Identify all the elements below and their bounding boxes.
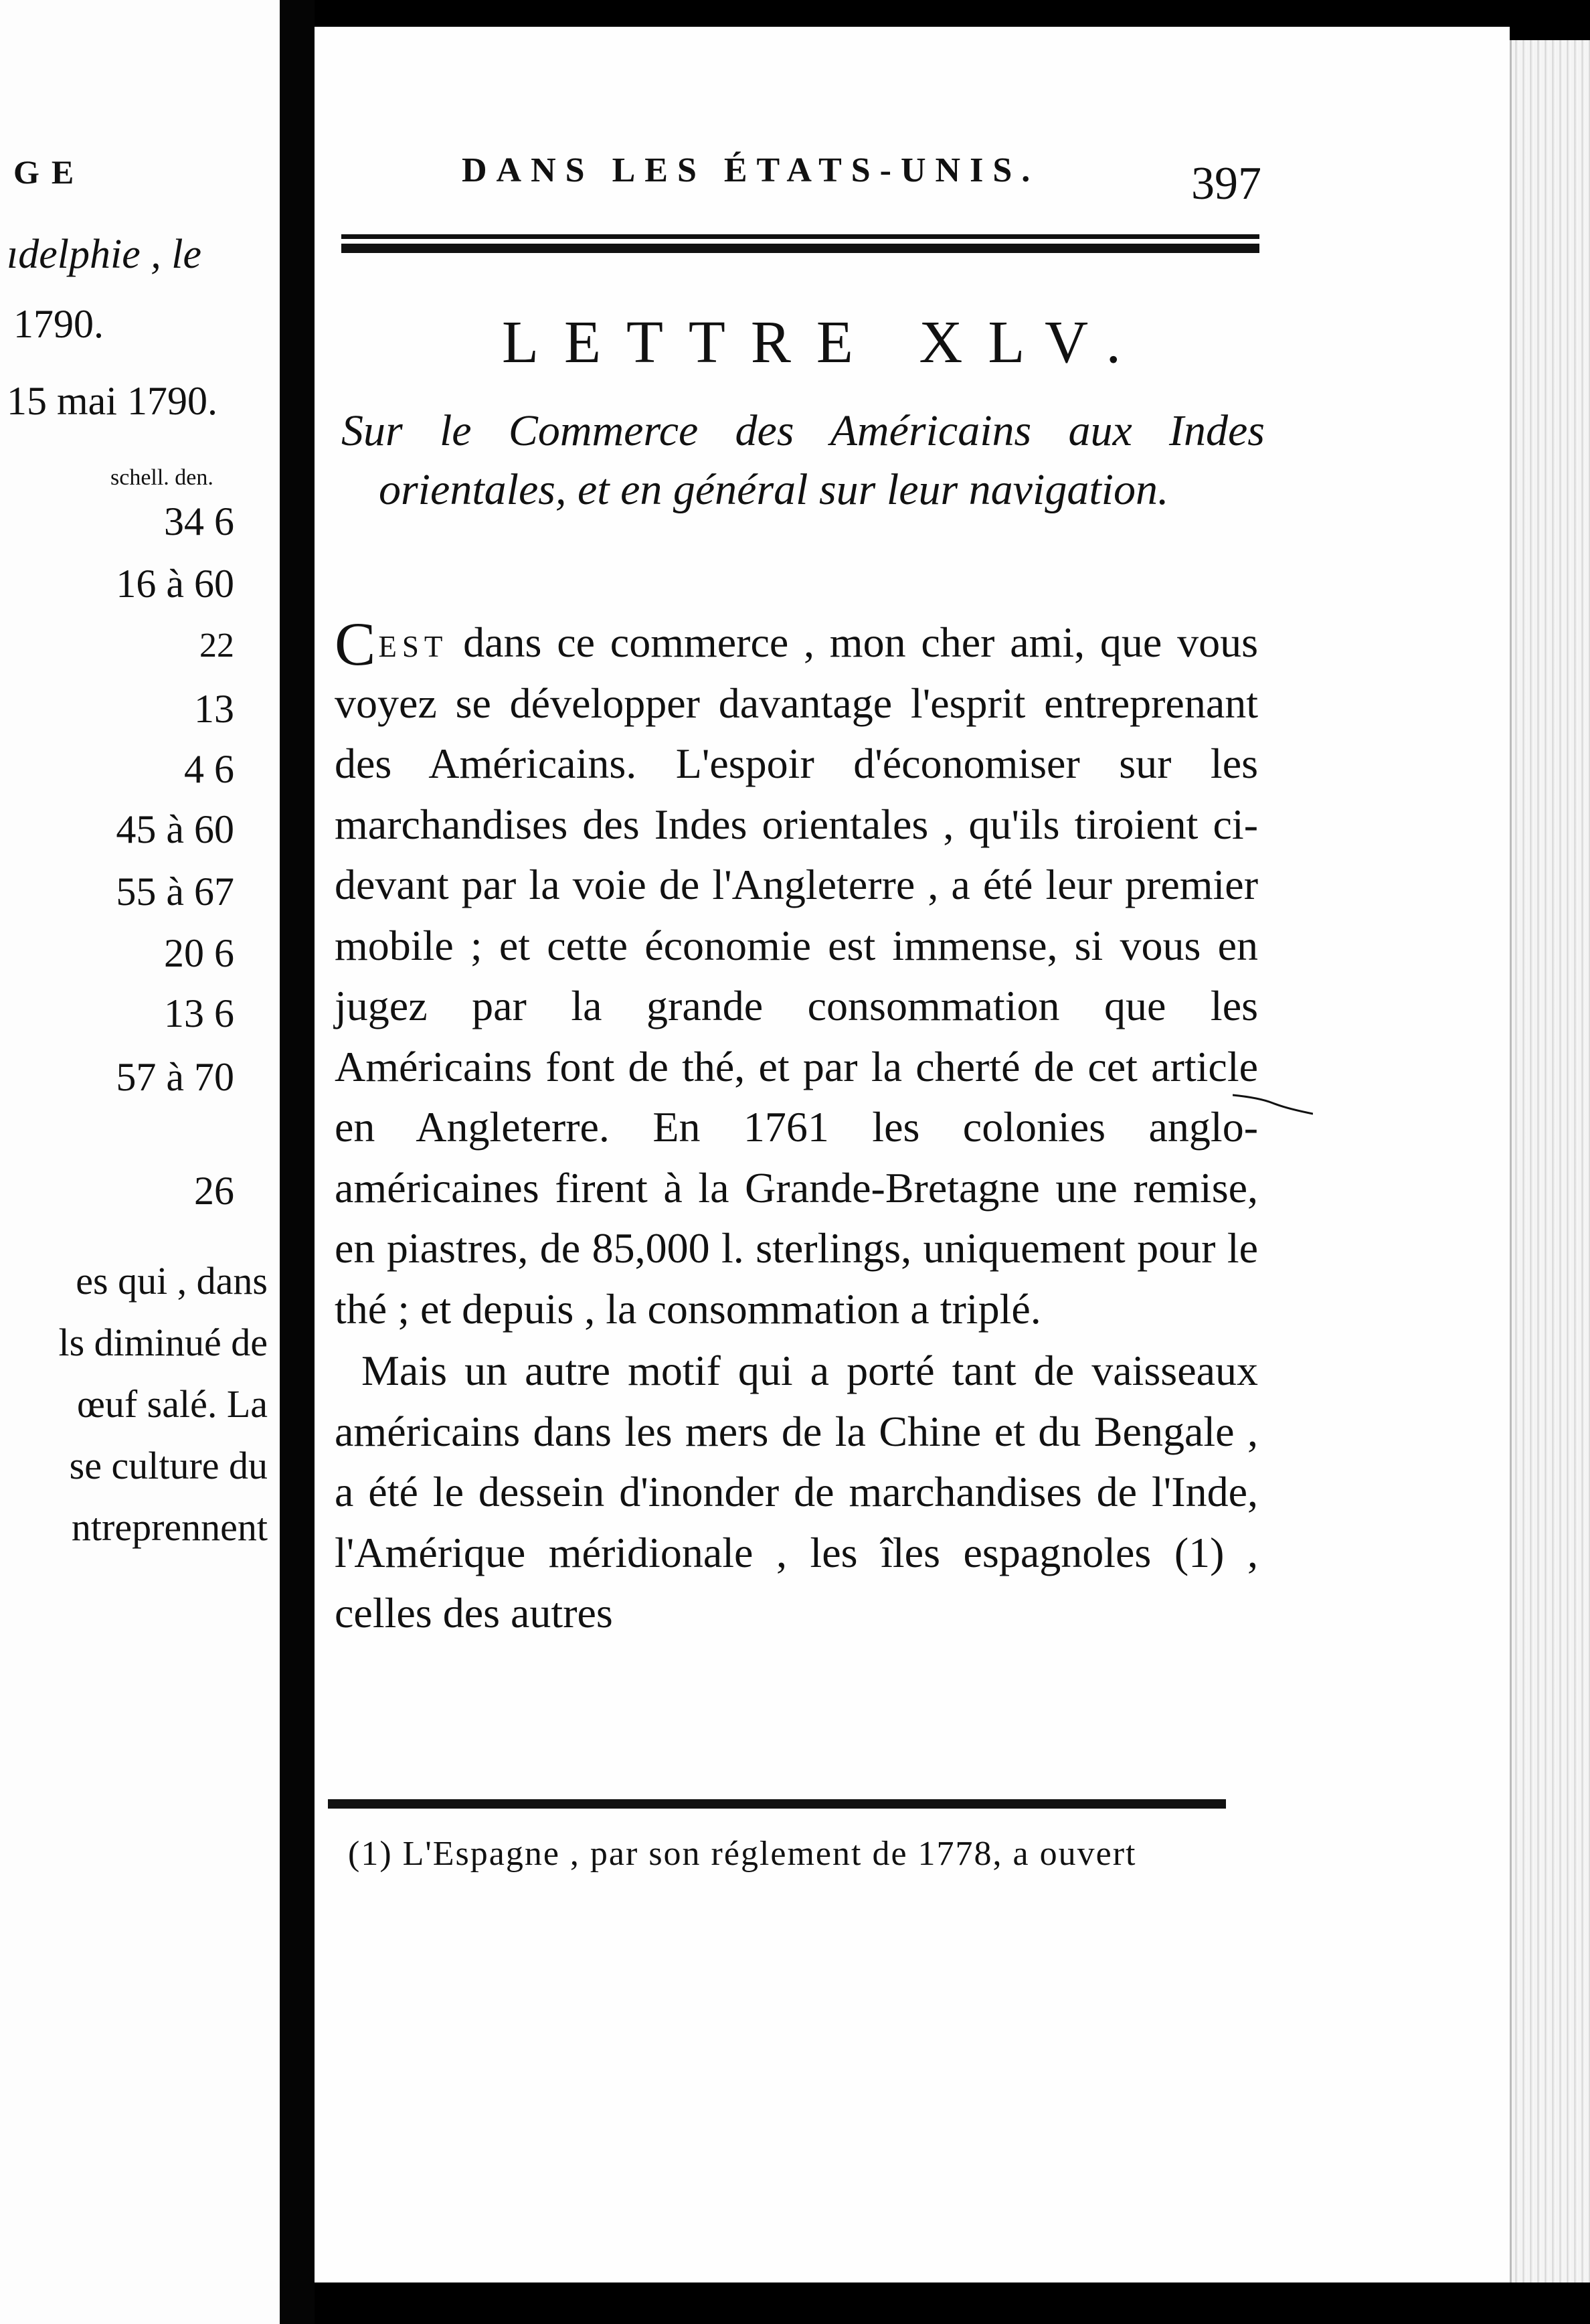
page-number: 397 xyxy=(1191,158,1261,210)
scan-border-top xyxy=(1510,0,1590,40)
left-figure: 57 à 70 xyxy=(116,1055,234,1099)
left-prose-line: œuf salé. La xyxy=(76,1382,268,1426)
left-figure: 20 6 xyxy=(164,931,234,975)
left-line: ıdelphie , le xyxy=(7,232,201,277)
left-line: 15 mai 1790. xyxy=(7,379,217,423)
left-line: 1790. xyxy=(13,302,104,346)
handwritten-mark xyxy=(1233,1090,1313,1116)
small-caps-word: est xyxy=(378,618,448,666)
left-prose-line: ls diminué de xyxy=(58,1321,268,1364)
left-figure: 16 à 60 xyxy=(116,562,234,606)
left-figure: 22 xyxy=(199,627,234,665)
footnote: (1) L'Espagne , par son réglement de 1778, a ouvert xyxy=(348,1835,1137,1873)
left-prose-line: se culture du xyxy=(69,1444,268,1487)
left-figure: 55 à 67 xyxy=(116,869,234,914)
running-head: DANS LES ÉTATS-UNIS. xyxy=(462,151,1040,189)
left-running-head: GE xyxy=(13,153,86,191)
page-edges xyxy=(1510,40,1590,2303)
left-figure: 13 6 xyxy=(164,991,234,1035)
left-figure: 13 xyxy=(194,687,234,731)
left-figure: 34 6 xyxy=(164,499,234,544)
left-prose-line: es qui , dans xyxy=(76,1259,268,1303)
left-figure: 4 6 xyxy=(184,747,234,791)
paragraph-2: Mais un autre motif qui a porté tant de vaisseaux américains dans les mers de la Chine et du Bengale , a été le dessein d'inonder de marchandises de l'Inde, l'Amérique méridionale , les îles espagnoles (1) , celles des autres xyxy=(335,1347,1258,1637)
left-page xyxy=(0,0,282,2324)
body-text xyxy=(335,612,1258,1644)
drop-cap: C xyxy=(335,610,376,678)
book-gutter xyxy=(280,0,315,2324)
left-unit-label: schell. den. xyxy=(110,465,213,490)
header-rule xyxy=(341,234,1259,254)
left-figure: 26 xyxy=(194,1169,234,1213)
left-figure: 45 à 60 xyxy=(116,807,234,851)
paragraph-1 xyxy=(335,612,1258,1339)
left-prose-line: ntreprennent xyxy=(71,1505,268,1549)
paragraph-1-text: dans ce commerce , mon cher ami, que vous voyez se développer davantage l'esprit entreprenant des Américains. L'espoir d'économiser sur les marchandises des Indes orientales , qu'ils tiroient ci-devant par la voie de l'Angleterre , a été leur premier mobile ; et cette économie est immense, si vous en jugez par la grande consommation que les Américains font de thé, et par la cherté de cet article en Angleterre. En 1761 les colonies anglo-américaines firent à la Grande-Bretagne une remise, en piastres, de 85,000 l. sterlings, uniquement pour le thé ; et depuis , la consommation a triplé. xyxy=(335,618,1258,1333)
letter-summary: Sur le Commerce des Américains aux Indes orientales, et en général sur leur navigation. xyxy=(341,406,1265,514)
footnote-rule xyxy=(328,1799,1226,1809)
letter-title: LETTRE XLV. xyxy=(502,309,1147,376)
scan-border-bottom xyxy=(315,2282,1590,2324)
